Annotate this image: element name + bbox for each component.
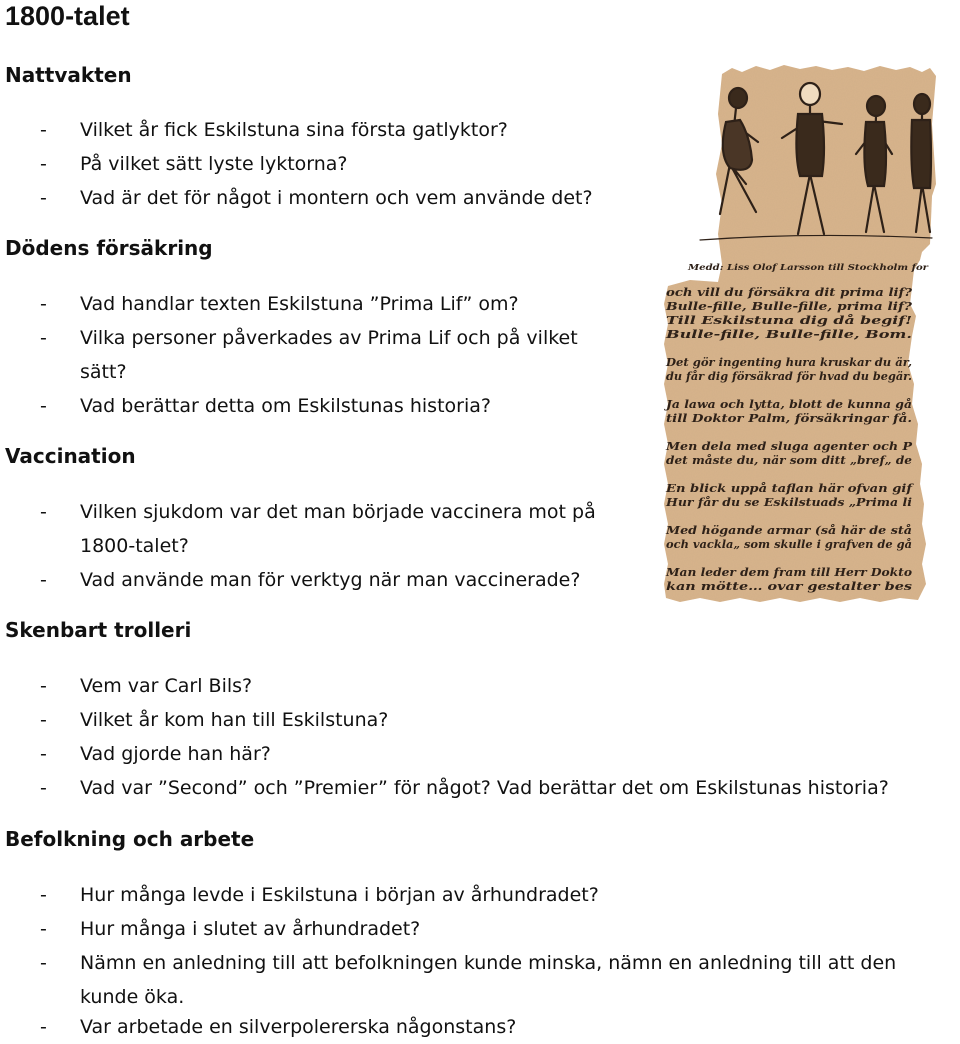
clipping-text-line: kan mötte… ovar gestalter bes: [666, 580, 912, 593]
question-text: Vad är det för något i montern och vem använde det?: [80, 187, 593, 209]
clipping-text-line: Bulle-fille, Bulle-fille, prima lif?: [664, 300, 913, 313]
list-dash: -: [40, 1016, 47, 1038]
list-dash: -: [40, 327, 47, 349]
section-heading: Vaccination: [5, 444, 136, 468]
clipping-text-line: och vackla„ som skulle i grafven de gå: [666, 538, 912, 551]
question-text-continued: kunde öka.: [80, 986, 185, 1008]
question-text: Vilka personer påverkades av Prima Lif och på vilket: [80, 327, 578, 349]
list-dash: -: [40, 119, 47, 141]
clipping-text-line: Ja lawa och lytta, blott de kunna gå: [663, 398, 912, 411]
clipping-text-line: Det gör ingenting hura kruskar du är,: [664, 356, 913, 369]
clipping-text-line: och vill du försäkra dit prima lif?: [666, 286, 913, 299]
question-text: Vem var Carl Bils?: [80, 675, 253, 697]
list-dash: -: [40, 918, 47, 940]
clipping-text-line: Bulle-fille, Bulle-fille, Bom.: [664, 328, 913, 341]
question-text: Vad använde man för verktyg när man vaccinerade?: [80, 569, 581, 591]
list-dash: -: [40, 153, 47, 175]
list-dash: -: [40, 395, 47, 417]
list-dash: -: [40, 501, 47, 523]
clipping-text-line: det måste du, när som ditt „bref„ de: [666, 454, 912, 467]
question-text: Hur många i slutet av århundradet?: [80, 918, 421, 940]
clipping-text-line: Medd: Liss Olof Larsson till Stockholm for: [686, 262, 929, 272]
section-heading: Befolkning och arbete: [5, 827, 255, 851]
list-dash: -: [40, 293, 47, 315]
clipping-text-line: Man leder dem fram till Herr Dokto: [664, 566, 912, 579]
list-dash: -: [40, 884, 47, 906]
question-text: På vilket sätt lyste lyktorna?: [80, 153, 348, 175]
question-text: Hur många levde i Eskilstuna i början av århundradet?: [80, 884, 599, 906]
question-text: Vilken sjukdom var det man började vaccinera mot på: [80, 501, 596, 523]
clipping-text-line: till Doktor Palm, försäkringar få.: [666, 412, 913, 425]
list-dash: -: [40, 952, 47, 974]
section-heading: Skenbart trolleri: [5, 618, 192, 642]
question-text: Vilket år fick Eskilstuna sina första gatlyktor?: [80, 119, 508, 141]
section-heading: Dödens försäkring: [5, 236, 213, 260]
clipping-text-line: Till Eskilstuna dig då begif!: [666, 314, 913, 327]
list-dash: -: [40, 777, 47, 799]
clipping-text-line: Hur får du se Eskilstuads „Prima li: [664, 496, 912, 509]
clipping-text-line: En blick uppå taflan här ofvan gif: [664, 482, 915, 495]
question-text: Vad gjorde han här?: [80, 743, 271, 765]
list-dash: -: [40, 675, 47, 697]
question-text: Vilket år kom han till Eskilstuna?: [80, 709, 389, 731]
question-text: Var arbetade en silverpolererska någonstans?: [80, 1016, 517, 1038]
question-text: Vad handlar texten Eskilstuna ”Prima Lif” om?: [80, 293, 519, 315]
list-dash: -: [40, 709, 47, 731]
clipping-text-line: Men dela med sluga agenter och P: [664, 440, 913, 453]
question-text: Nämn en anledning till att befolkningen kunde minska, nämn en anledning till att den: [80, 952, 897, 974]
question-text: Vad berättar detta om Eskilstunas historia?: [80, 395, 491, 417]
page-title: 1800-talet: [5, 1, 130, 31]
list-dash: -: [40, 743, 47, 765]
list-dash: -: [40, 187, 47, 209]
list-dash: -: [40, 569, 47, 591]
question-text: Vad var ”Second” och ”Premier” för något? Vad berättar det om Eskilstunas historia?: [80, 777, 889, 799]
clipping-text-line: du får dig försäkrad för hvad du begär.: [666, 370, 913, 383]
question-text-continued: 1800-talet?: [80, 535, 189, 557]
section-heading: Nattvakten: [5, 63, 132, 87]
newspaper-clipping-image: [660, 64, 960, 604]
clipping-text-line: Med högande armar (så här de stå: [664, 524, 912, 537]
question-text-continued: sätt?: [80, 361, 127, 383]
